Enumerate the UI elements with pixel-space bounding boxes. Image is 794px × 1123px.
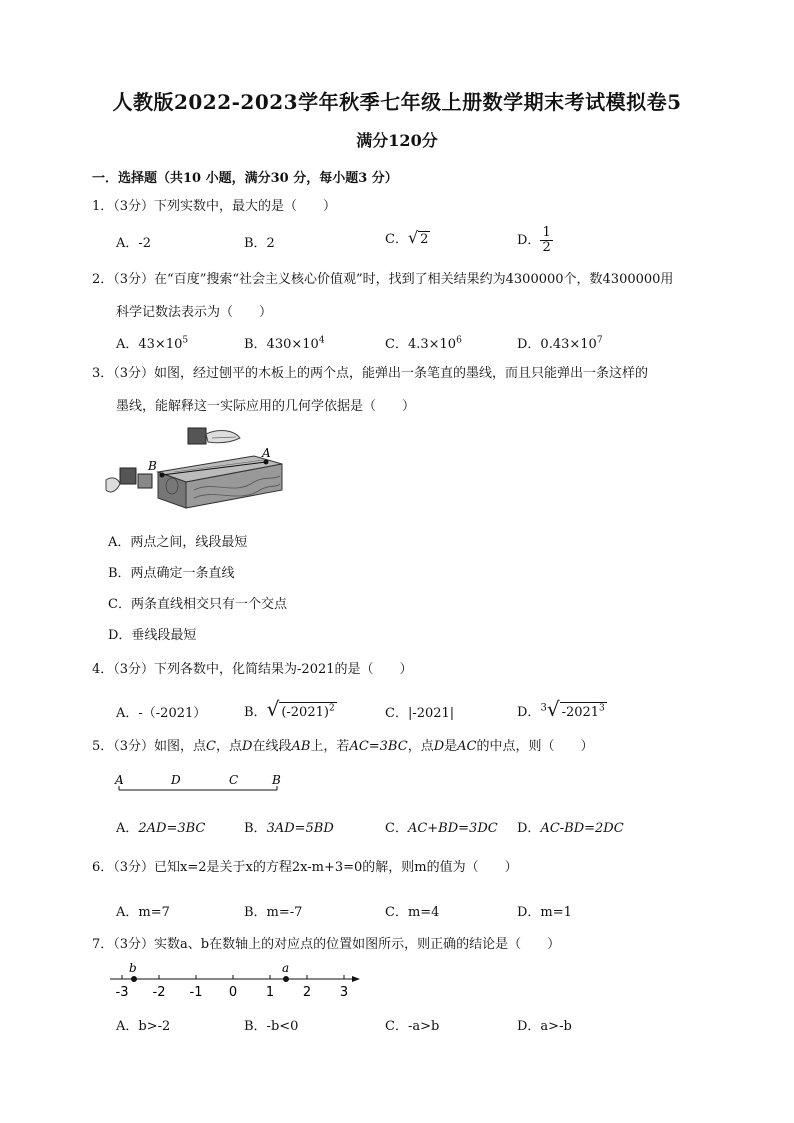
q4-option-d-index: 3	[540, 702, 547, 714]
segment-label-b: B	[272, 773, 281, 787]
q3-stem-line2: 墨线，能解释这一实际应用的几何学依据是（ ）	[116, 399, 416, 414]
q2-option-d-exp: 7	[596, 335, 603, 346]
q3-stem-line1: 3．（3分）如图，经过刨平的木板上的两个点，能弹出一条笔直的墨线，而且只能弹出一条这样的	[92, 366, 649, 381]
q4-option-b[interactable]: B．√ $(-2021)^2$	[244, 697, 335, 721]
q1-stem: 1．（3分）下列实数中，最大的是（ ）	[92, 199, 337, 214]
number-line-tick-label: 3	[339, 985, 349, 1000]
q4-option-a[interactable]: A．-（-2021）	[116, 706, 207, 721]
q2-stem-line1: 2．（3分）在“百度”搜索“社会主义核心价值观”时，找到了相关结果约为4300000个，数4300000用	[92, 272, 674, 287]
q5-stem-part: 上，若	[310, 739, 350, 754]
q5-option-d-text: AC-BD=2DC	[540, 821, 624, 836]
q2-option-b-exp: 4	[318, 335, 325, 346]
wood-board	[158, 456, 282, 508]
q5-stem-part: ，点	[407, 739, 434, 754]
q4-option-b-exp: 2	[328, 703, 335, 714]
q2-option-a[interactable]	[116, 333, 188, 352]
q7-option-a[interactable]: A．b>-2	[116, 1019, 171, 1034]
q5-stem-part: 的中点，则（ ）	[476, 739, 594, 754]
segment-figure	[108, 770, 288, 796]
point-a-dot	[283, 976, 289, 982]
q5-stem-var-d: D	[433, 739, 445, 754]
q2-option-c-exp: 6	[456, 335, 462, 346]
q4-option-c[interactable]: C．|-2021|	[385, 706, 455, 721]
number-line-tick-label: 2	[302, 985, 312, 1000]
number-line-tick-label: -3	[115, 985, 129, 1000]
point-a-label: a	[282, 961, 290, 975]
q5-option-a[interactable]	[116, 817, 205, 836]
q7-stem: 7．（3分）实数a、b在数轴上的对应点的位置如图所示，则正确的结论是（ ）	[92, 937, 561, 952]
q2-option-d[interactable]	[517, 333, 603, 352]
hand-left-illustration	[106, 468, 152, 492]
q1-option-d[interactable]	[517, 226, 553, 255]
q4-option-d-prefix: D．	[517, 705, 541, 720]
point-b-label: B	[148, 459, 157, 473]
q4-option-b-radicand: (-2021)	[281, 705, 329, 720]
q5-option-c-text: AC+BD=3DC	[407, 821, 498, 836]
q4-option-d-exp: 3	[599, 703, 605, 714]
point-b-dot	[131, 976, 137, 982]
q5-stem-var-ac: AC	[457, 739, 477, 754]
hand-top-illustration	[188, 428, 240, 444]
q2-option-b[interactable]	[244, 333, 325, 352]
q5-stem-part: 5．（3分）如图，点	[92, 739, 207, 754]
q1-option-d-prefix: D．	[517, 233, 541, 248]
q6-option-c[interactable]: C．m=4	[385, 905, 440, 920]
q5-option-b-prefix: B．	[244, 821, 267, 836]
q4-stem: 4．（3分）下列各数中，化简结果为-2021的是（ ）	[92, 662, 413, 677]
q2-option-a-exp: 5	[182, 335, 189, 346]
section-heading: 一．选择题（共10 小题，满分30 分，每小题3 分）	[92, 171, 398, 186]
q5-stem-condition: AC=3BC	[349, 739, 408, 754]
point-b-marker	[160, 473, 165, 478]
segment-label-c: C	[229, 773, 239, 787]
q6-stem: 6．（3分）已知x=2是关于x的方程2x-m+3=0的解，则m的值为（ ）	[92, 860, 518, 875]
q1-option-b[interactable]: B．2	[244, 236, 275, 251]
q1-option-c-radicand: 2	[420, 232, 429, 247]
q1-option-c-prefix: C．	[385, 232, 408, 247]
q1-option-a[interactable]: A．-2	[116, 236, 152, 251]
number-line-tick-label: 1	[265, 985, 275, 1000]
point-b-label: b	[129, 961, 137, 975]
q6-option-d[interactable]: D．m=1	[517, 905, 572, 920]
q5-option-a-prefix: A．	[116, 821, 139, 836]
number-line-figure	[106, 958, 366, 1002]
q5-stem	[92, 737, 594, 757]
q5-stem-var-ab: AB	[291, 739, 311, 754]
q2-option-a-text: A．43×10	[116, 337, 183, 352]
point-a-label: A	[262, 446, 271, 460]
q6-option-a[interactable]: A．m=7	[116, 905, 170, 920]
q2-option-c[interactable]	[385, 333, 462, 352]
q5-stem-part: 是	[444, 739, 458, 754]
q3-option-a[interactable]: A．两点之间，线段最短	[108, 535, 248, 550]
q5-option-a-text: 2AD=3BC	[138, 821, 206, 836]
q3-option-b[interactable]: B．两点确定一条直线	[108, 566, 235, 581]
number-line-arrow	[352, 976, 360, 982]
segment-label-d: D	[171, 773, 181, 787]
q2-stem-line2: 科学记数法表示为（ ）	[116, 305, 273, 320]
segment-label-a: A	[115, 773, 124, 787]
point-a-marker	[264, 460, 269, 465]
q7-option-d[interactable]: D．a>-b	[517, 1019, 572, 1034]
q5-option-c-prefix: C．	[385, 821, 408, 836]
q1-option-c[interactable]: C．√ 2	[385, 228, 429, 247]
number-line-tick-label: -2	[152, 985, 166, 1000]
q5-stem-var-c: C	[206, 739, 216, 754]
number-line-tick-label: 0	[228, 985, 238, 1000]
q2-option-b-text: B．430×10	[244, 337, 319, 352]
q5-option-b-text: 3AD=5BD	[266, 821, 334, 836]
q6-option-b[interactable]: B．m=-7	[244, 905, 303, 920]
page-title: 人教版2022-2023学年秋季七年级上册数学期末考试模拟卷5	[112, 90, 682, 114]
wood-board-figure	[104, 420, 284, 516]
q5-option-d[interactable]	[517, 817, 624, 836]
q5-stem-var-d: D	[242, 739, 253, 754]
q2-option-c-text: C．4.3×10	[385, 337, 457, 352]
q3-option-d[interactable]: D．垂线段最短	[108, 628, 197, 643]
number-line-tick-label: -1	[189, 985, 203, 1000]
q2-option-d-text: D．0.43×10	[517, 337, 597, 352]
q5-option-d-prefix: D．	[517, 821, 541, 836]
q3-option-c[interactable]: C．两条直线相交只有一个交点	[108, 597, 287, 612]
page-subtitle: 满分120分	[356, 131, 438, 150]
q4-option-d-radicand: -2021	[561, 705, 600, 720]
q5-stem-part: ，点	[216, 739, 243, 754]
q4-option-b-prefix: B．	[244, 705, 267, 720]
q7-option-b[interactable]: B．-b<0	[244, 1019, 299, 1034]
q7-option-c[interactable]: C．-a>b	[385, 1019, 440, 1034]
q1-frac-den: 2	[542, 240, 551, 255]
q1-frac-num: 1	[542, 225, 551, 240]
q5-stem-part: 在线段	[252, 739, 292, 754]
q4-option-d[interactable]: D．$^3$√ -2021$^3$	[517, 697, 605, 721]
q5-option-b[interactable]	[244, 817, 334, 836]
q5-option-c[interactable]	[385, 817, 498, 836]
